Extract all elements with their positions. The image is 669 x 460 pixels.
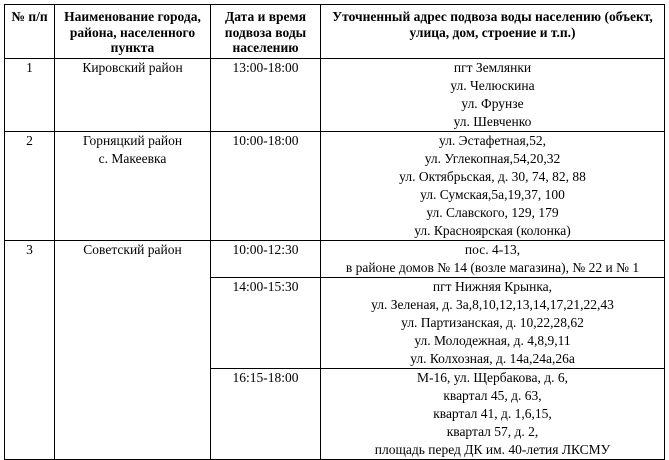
address-line: ул. Октябрьская, д. 30, 74, 82, 88: [399, 168, 586, 184]
address-cell: [321, 58, 665, 131]
address-line: квартал 45, д. 63,: [443, 387, 542, 403]
address-line: квартал 41, д. 1,6,15,: [433, 405, 552, 421]
address-line: ул. Славского, 129, 179: [426, 204, 559, 220]
address-line: ул. Красноярская (колонка): [414, 222, 571, 238]
schedule-body: [5, 58, 665, 459]
address-line: ул. Молодежная, д. 4,8,9,11: [414, 332, 571, 348]
address-line: пос. 4-13,: [464, 241, 521, 257]
address-line: ул. Эстафетная,52,: [439, 132, 546, 148]
address-line: ул. Колхозная, д. 14а,24а,26а: [410, 350, 575, 366]
header-address: Уточненный адрес подвоза воды населению (объект, улица, дом, строение и т.п.): [321, 5, 665, 59]
city-cell: [55, 240, 211, 459]
water-delivery-schedule: [4, 4, 664, 460]
address-cell: [321, 240, 665, 277]
city-line: с. Макеевка: [98, 150, 167, 166]
time-cell: 10:00-12:30: [211, 240, 321, 277]
header-num: № п/п: [5, 5, 55, 59]
time-cell: 14:00-15:30: [211, 277, 321, 368]
address-line: ул. Углекопная,54,20,32: [424, 150, 561, 166]
schedule-table: [4, 4, 665, 460]
city-line: Горняцкий район: [82, 132, 183, 148]
row-number: 1: [5, 58, 55, 131]
address-cell: [321, 368, 665, 459]
address-cell: [321, 277, 665, 368]
time-cell: 16:15-18:00: [211, 368, 321, 459]
city-cell: [55, 58, 211, 131]
header-time: Дата и время подвоза воды населению: [211, 5, 321, 59]
row-number: 3: [5, 240, 55, 459]
table-row: [5, 240, 665, 277]
address-line: ул. Фрунзе: [461, 95, 524, 111]
address-line: ул. Партизанская, д. 10,22,28,62: [401, 314, 584, 330]
time-cell: 13:00-18:00: [211, 58, 321, 131]
address-line: ул. Шевченко: [453, 113, 532, 129]
address-line: в районе домов № 14 (возле магазина), № 22 и № 1: [345, 259, 640, 275]
address-line: ул. Зеленая, д. 3а,8,10,12,13,14,17,21,22,43: [371, 296, 614, 312]
address-cell: [321, 131, 665, 240]
header-city: Наименование города, района, населенного пункта: [55, 5, 211, 59]
city-line: Кировский район: [82, 59, 183, 75]
city-cell: [55, 131, 211, 240]
table-row: [5, 58, 665, 131]
address-line: пгт Нижняя Крынка,: [432, 278, 553, 294]
address-line: квартал 57, д. 2,: [446, 423, 539, 439]
table-row: [5, 131, 665, 240]
row-number: 2: [5, 131, 55, 240]
address-line: пгт Землянки: [453, 59, 532, 75]
address-line: ул. Челюскина: [450, 77, 535, 93]
address-line: площадь перед ДК им. 40-летия ЛКСМУ: [374, 441, 611, 457]
address-line: М-16, ул. Щербакова, д. 6,: [417, 369, 568, 385]
address-line: ул. Сумская,5а,19,37, 100: [420, 186, 565, 202]
header-row: [5, 5, 665, 59]
city-line: Советский район: [83, 241, 182, 257]
time-cell: 10:00-18:00: [211, 131, 321, 240]
